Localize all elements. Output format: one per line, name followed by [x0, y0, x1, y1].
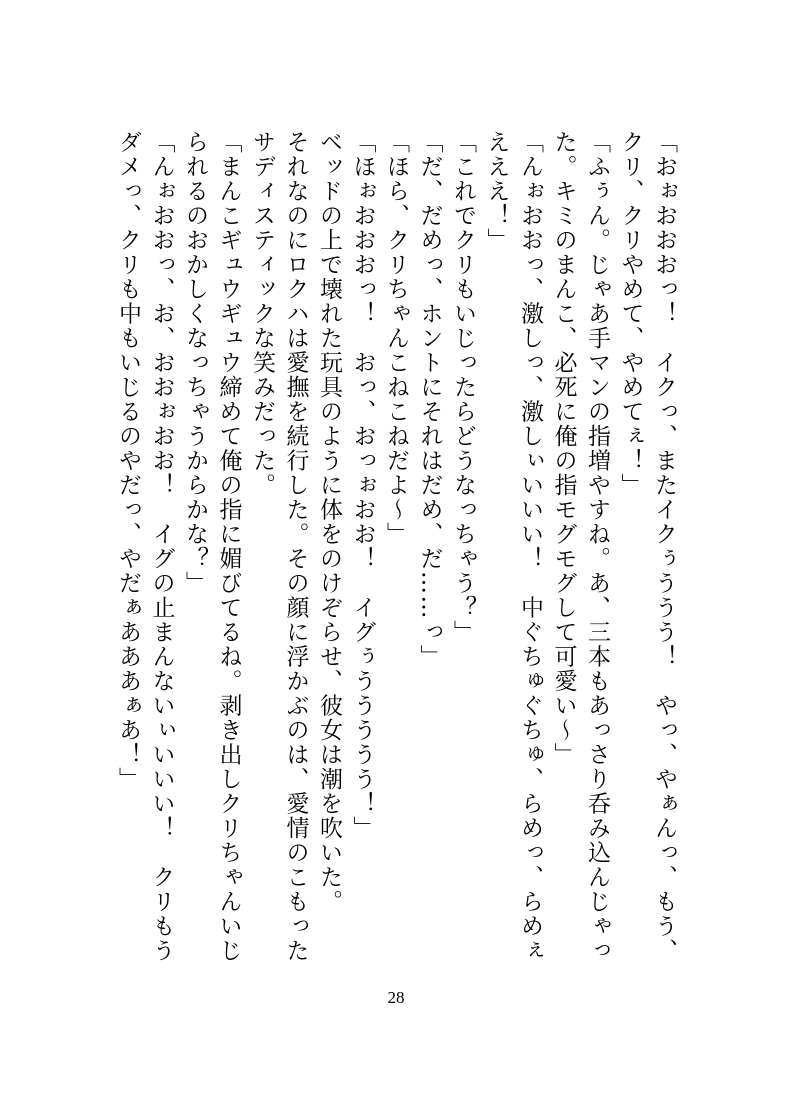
page-number: 28: [387, 988, 405, 1007]
paragraph: 「ほら、クリちゃんこねこねだよ〜」: [383, 130, 409, 547]
paragraph: それなのにロクハは愛撫を続行した。その顔に浮かぶのは、愛情のこもったサディスティックな笑みだった。: [249, 130, 309, 963]
paragraph: 「んぉおおっ、お、おおぉおお！ イグの止まんないぃいいい！ クリもうダメっ、クリも中もいじるのやだっ、やだぁあああぁあ！」: [115, 130, 175, 963]
paragraph: ベッドの上で壊れた玩具のように体をのけぞらせ、彼女は潮を吹いた。: [316, 130, 342, 914]
paragraph: 「だ、だめっ、ホントにそれはだめ、だ……っ」: [416, 130, 443, 669]
paragraph: 「ふぅん。じゃあ手マンの指増やすね。あ、三本もあっさり呑み込んじゃった。キミのまんこ、必死に俺の指モグモグして可愛い〜」: [550, 130, 610, 963]
paragraph: 「これでクリもいじったらどうなっちゃう？」: [450, 130, 476, 645]
body-text: [111, 130, 681, 980]
paragraph: 「んぉおおっ、激しっ、激しぃいいい！ 中ぐちゅぐちゅ、らめっ、らめぇえええ！」: [483, 130, 543, 963]
paragraph: 「ほぉおおおっ！ おっ、おっぉおお！ イグぅううううう！」: [349, 130, 376, 841]
paragraph: 「おぉおおおっ！ イクっ、またイクぅううう！ やっ、やぁんっ、もう、クリ、クリやめて、やめてぇ！」: [617, 130, 677, 963]
paragraph: 「まんこギュウギュウ締めて俺の指に媚びてるね。剥き出しクリちゃんいじられるのおかしくなっちゃうからかな？」: [182, 130, 242, 963]
